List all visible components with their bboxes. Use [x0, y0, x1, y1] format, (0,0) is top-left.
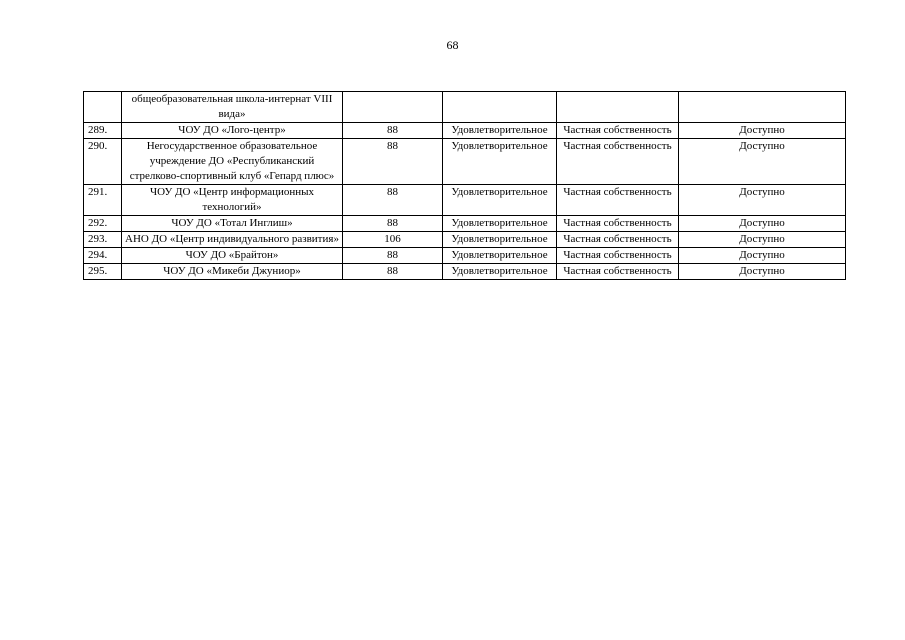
- score: 106: [343, 232, 443, 248]
- accessibility: Доступно: [679, 139, 846, 185]
- rating: Удовлетворительное: [443, 123, 557, 139]
- ownership: Частная собственность: [557, 123, 679, 139]
- score: 88: [343, 264, 443, 280]
- score: 88: [343, 248, 443, 264]
- row-number: 293.: [84, 232, 122, 248]
- rating: [443, 92, 557, 123]
- accessibility: Доступно: [679, 248, 846, 264]
- table-row: [84, 185, 846, 216]
- ownership: Частная собственность: [557, 248, 679, 264]
- row-number: 294.: [84, 248, 122, 264]
- table-row: [84, 216, 846, 232]
- score: 88: [343, 185, 443, 216]
- rating: Удовлетворительное: [443, 264, 557, 280]
- ownership: Частная собственность: [557, 185, 679, 216]
- row-number: 291.: [84, 185, 122, 216]
- organization-name: ЧОУ ДО «Центр информационных технологий»: [122, 185, 343, 216]
- table-row: [84, 248, 846, 264]
- ownership: Частная собственность: [557, 232, 679, 248]
- organization-name: общеобразовательная школа-интернат VIII вида»: [122, 92, 343, 123]
- organization-name: АНО ДО «Центр индивидуального развития»: [122, 232, 343, 248]
- organization-name: ЧОУ ДО «Лого-центр»: [122, 123, 343, 139]
- rating: Удовлетворительное: [443, 216, 557, 232]
- ownership: Частная собственность: [557, 216, 679, 232]
- accessibility: Доступно: [679, 216, 846, 232]
- table-row: [84, 139, 846, 185]
- ownership: Частная собственность: [557, 264, 679, 280]
- row-number: [84, 92, 122, 123]
- organization-name: ЧОУ ДО «Брайтон»: [122, 248, 343, 264]
- table-row: [84, 92, 846, 123]
- accessibility: Доступно: [679, 185, 846, 216]
- organization-name: ЧОУ ДО «Микеби Джуниор»: [122, 264, 343, 280]
- row-number: 292.: [84, 216, 122, 232]
- ownership: [557, 92, 679, 123]
- ownership: Частная собственность: [557, 139, 679, 185]
- table-row: [84, 232, 846, 248]
- accessibility: Доступно: [679, 264, 846, 280]
- table-row: [84, 264, 846, 280]
- row-number: 289.: [84, 123, 122, 139]
- row-number: 295.: [84, 264, 122, 280]
- accessibility: [679, 92, 846, 123]
- accessibility: Доступно: [679, 123, 846, 139]
- rating: Удовлетворительное: [443, 232, 557, 248]
- score: 88: [343, 139, 443, 185]
- accessibility: Доступно: [679, 232, 846, 248]
- rating: Удовлетворительное: [443, 185, 557, 216]
- table-row: [84, 123, 846, 139]
- page-number: 68: [446, 38, 459, 52]
- score: 88: [343, 123, 443, 139]
- rating: Удовлетворительное: [443, 139, 557, 185]
- organization-name: Негосударственное образовательное учреждение ДО «Республиканский стрелково-спортивный клуб «Гепард плюс»: [122, 139, 343, 185]
- rating: Удовлетворительное: [443, 248, 557, 264]
- registry-table: [83, 91, 846, 280]
- organization-name: ЧОУ ДО «Тотал Инглиш»: [122, 216, 343, 232]
- score: [343, 92, 443, 123]
- row-number: 290.: [84, 139, 122, 185]
- score: 88: [343, 216, 443, 232]
